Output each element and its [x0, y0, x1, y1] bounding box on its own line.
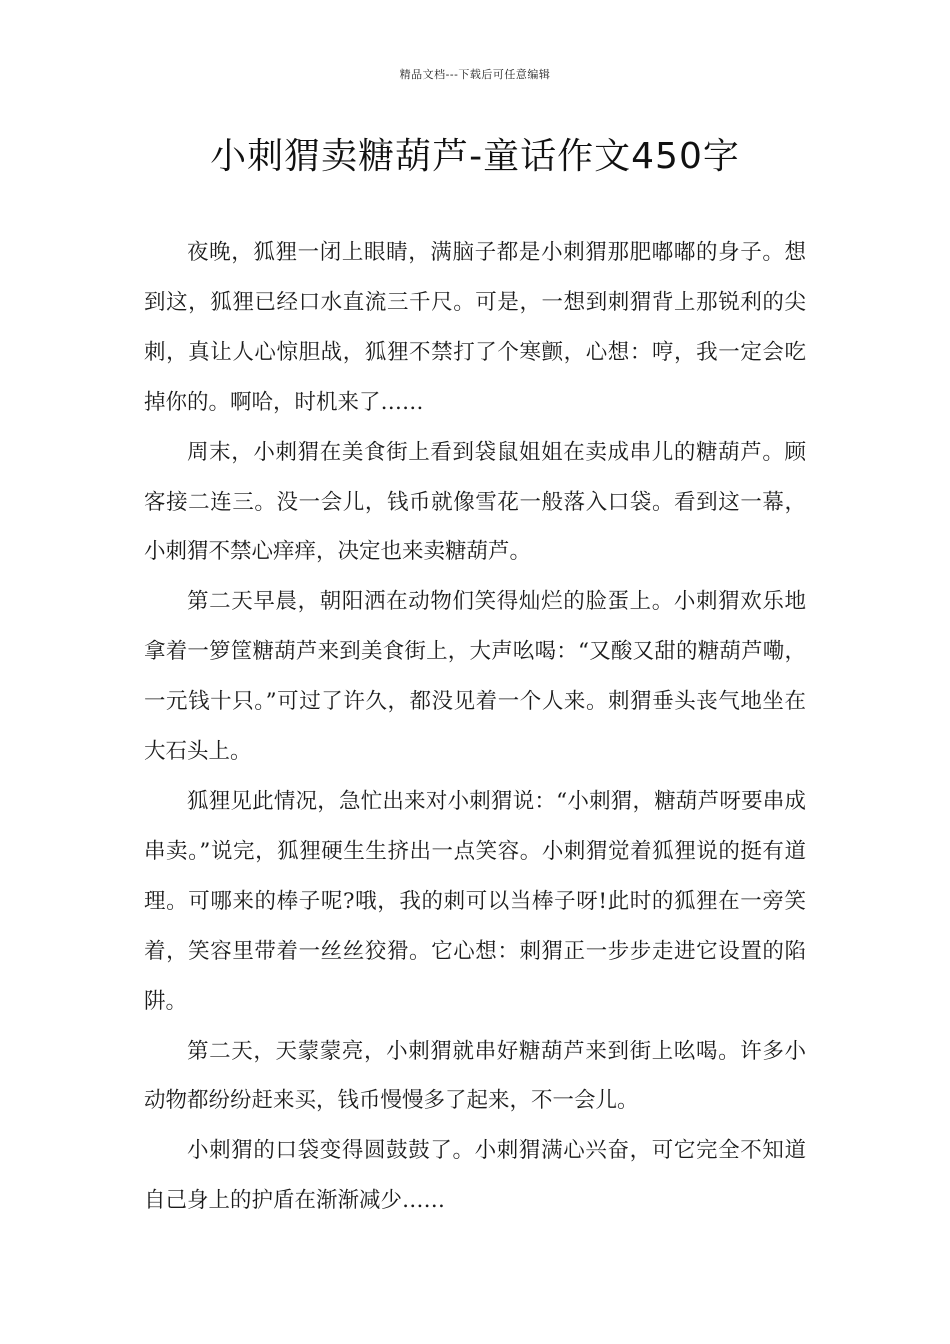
header-note: 精品文档---下载后可任意编辑	[399, 68, 551, 81]
paragraph: 小刺猬的口袋变得圆鼓鼓了。小刺猬满心兴奋，可它完全不知道自己身上的护盾在渐渐减少……	[144, 1138, 806, 1214]
paragraph: 周末，小刺猬在美食街上看到袋鼠姐姐在卖成串儿的糖葫芦。顾客接二连三。没一会儿，钱币就像雪花一般落入口袋。看到这一幕，小刺猬不禁心痒痒，决定也来卖糖葫芦。	[144, 439, 806, 565]
paragraph: 夜晚，狐狸一闭上眼睛，满脑子都是小刺猬那肥嘟嘟的身子。想到这，狐狸已经口水直流三千尺。可是，一想到刺猬背上那锐利的尖刺，真让人心惊胆战，狐狸不禁打了个寒颤，心想：哼，我一定会吃掉你的。啊哈，时机来了……	[144, 240, 806, 415]
paragraph: 第二天，天蒙蒙亮，小刺猬就串好糖葫芦来到街上吆喝。许多小动物都纷纷赶来买，钱币慢慢多了起来，不一会儿。	[144, 1038, 806, 1114]
article-body	[144, 228, 806, 1226]
paragraph: 狐狸见此情况，急忙出来对小刺猬说：“小刺猬，糖葫芦呀要串成串卖。”说完，狐狸硬生生挤出一点笑容。小刺猬觉着狐狸说的挺有道理。可哪来的棒子呢?哦，我的刺可以当棒子呀!此时的狐狸在一旁笑着，笑容里带着一丝丝狡猾。它心想：刺猬正一步步走进它设置的陷阱。	[144, 788, 806, 1014]
paragraph: 第二天早晨，朝阳洒在动物们笑得灿烂的脸蛋上。小刺猬欢乐地拿着一箩筐糖葫芦来到美食街上，大声吆喝：“又酸又甜的糖葫芦嘞，一元钱十只。”可过了许久，都没见着一个人来。刺猬垂头丧气地坐在大石头上。	[144, 589, 806, 765]
page-title: 小刺猬卖糖葫芦-童话作文450字	[210, 136, 740, 177]
